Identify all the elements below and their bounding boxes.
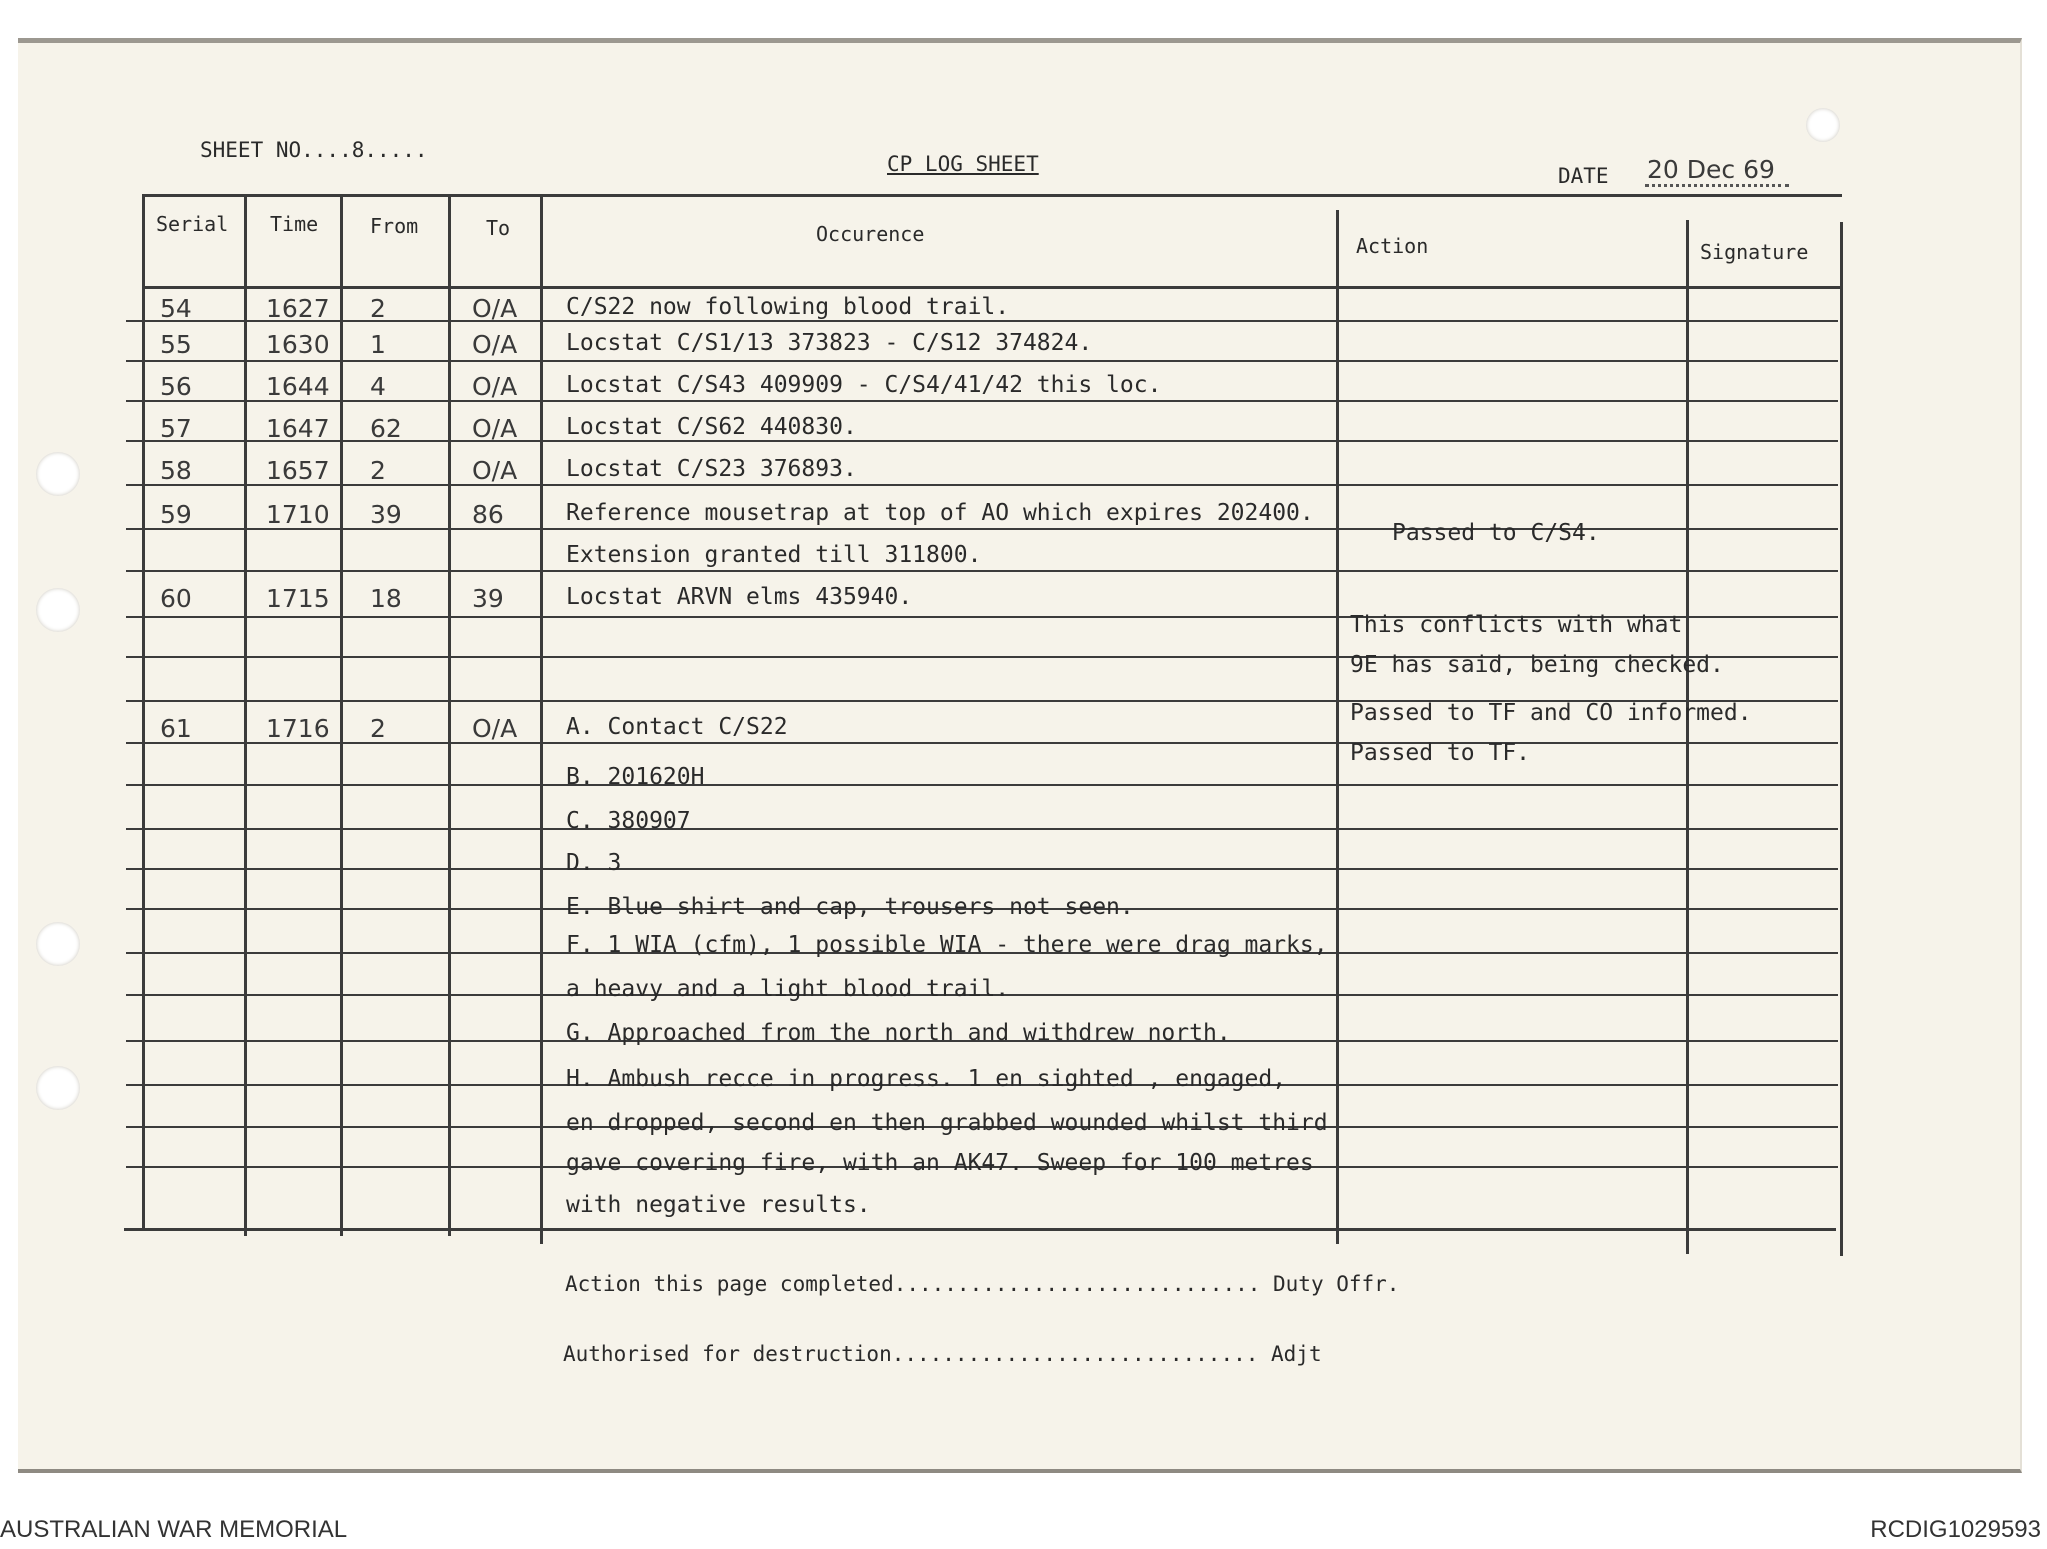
cell-to: O/A [472, 456, 518, 485]
table-row [0, 1016, 2047, 1056]
table-row [0, 760, 2047, 800]
cell-from: 62 [370, 414, 402, 443]
table-row [0, 972, 2047, 1012]
cell-from: 2 [370, 714, 386, 743]
cell-time: 1644 [266, 372, 330, 401]
cell-occurrence: H. Ambush recce in progress. 1 en sighted , engaged, [566, 1066, 1287, 1092]
cell-occurrence: B. 201620H [566, 764, 705, 790]
table-row [0, 664, 2047, 704]
date-value: 20 Dec 69 [1645, 155, 1789, 187]
cell-serial: 55 [160, 330, 192, 359]
table-row [0, 1106, 2047, 1146]
header-divider [142, 286, 1842, 289]
table-row [0, 368, 2047, 408]
cell-to: 39 [472, 584, 504, 613]
cell-from: 1 [370, 330, 386, 359]
cell-occurrence: C/S22 now following blood trail. [566, 294, 1010, 320]
cell-occurrence: with negative results. [566, 1192, 871, 1218]
cell-serial: 56 [160, 372, 192, 401]
table-row [0, 538, 2047, 578]
column-header-to: To [486, 216, 511, 240]
cell-action: Passed to TF. [1350, 740, 1531, 766]
column-header-from: From [370, 214, 419, 238]
table-row [0, 1188, 2047, 1228]
cell-time: 1710 [266, 500, 330, 529]
cell-action: Passed to C/S4. [1392, 520, 1600, 546]
cell-to: O/A [472, 414, 518, 443]
table-row [0, 496, 2047, 536]
cell-serial: 59 [160, 500, 192, 529]
cell-serial: 61 [160, 714, 192, 743]
cell-occurrence: D. 3 [566, 850, 622, 876]
table-row [0, 620, 2047, 660]
cell-to: 86 [472, 500, 504, 529]
cell-to: O/A [472, 372, 518, 401]
cell-occurrence: C. 380907 [566, 808, 691, 834]
table-row [0, 804, 2047, 844]
cell-occurrence: Reference mousetrap at top of AO which expires 202400. [566, 500, 1314, 526]
cell-serial: 58 [160, 456, 192, 485]
cell-action: Passed to TF and CO informed. [1350, 700, 1752, 726]
table-row [0, 928, 2047, 968]
column-header-occurrence: Occurence [816, 222, 925, 246]
sheet-title: CP LOG SHEET [887, 152, 1039, 176]
cell-action: This conflicts with what [1350, 612, 1683, 638]
cell-occurrence: F. 1 WIA (cfm), 1 possible WIA - there were drag marks, [566, 932, 1328, 958]
table-row [0, 326, 2047, 366]
cell-occurrence: Locstat C/S62 440830. [566, 414, 857, 440]
authorised-destruction-line: Authorised for destruction............................. Adjt [563, 1342, 1322, 1366]
table-top-border [142, 194, 1842, 197]
table-row [0, 890, 2047, 930]
table-row [0, 846, 2047, 886]
cell-occurrence: gave covering fire, with an AK47. Sweep for 100 metres [566, 1150, 1314, 1176]
cell-to: O/A [472, 294, 518, 323]
cell-time: 1627 [266, 294, 330, 323]
cell-from: 2 [370, 294, 386, 323]
cell-time: 1716 [266, 714, 330, 743]
table-row [0, 290, 2047, 330]
archive-caption-right: RCDIG1029593 [1870, 1516, 2041, 1543]
table-row [0, 1146, 2047, 1186]
column-header-signature: Signature [1700, 240, 1809, 264]
table-row [0, 1062, 2047, 1102]
cell-action: 9E has said, being checked. [1350, 652, 1724, 678]
sheet-number: SHEET NO....8..... [200, 138, 428, 162]
cell-serial: 60 [160, 584, 192, 613]
cell-occurrence: Locstat ARVN elms 435940. [566, 584, 913, 610]
archive-caption-left: AUSTRALIAN WAR MEMORIAL [0, 1516, 348, 1543]
cell-occurrence: Extension granted till 311800. [566, 542, 982, 568]
cell-time: 1630 [266, 330, 330, 359]
action-completed-line: Action this page completed............................. Duty Offr. [565, 1272, 1400, 1296]
table-row [0, 710, 2047, 750]
cell-serial: 57 [160, 414, 192, 443]
column-header-action: Action [1356, 234, 1429, 258]
cell-occurrence: G. Approached from the north and withdrew north. [566, 1020, 1231, 1046]
cell-to: O/A [472, 330, 518, 359]
table-bottom-border [124, 1228, 1836, 1231]
cell-from: 18 [370, 584, 402, 613]
cell-time: 1657 [266, 456, 330, 485]
table-row [0, 580, 2047, 620]
table-row [0, 410, 2047, 450]
cell-occurrence: E. Blue shirt and cap, trousers not seen. [566, 894, 1134, 920]
column-header-serial: Serial [156, 212, 229, 236]
cell-occurrence: en dropped, second en then grabbed wounded whilst third [566, 1110, 1328, 1136]
punch-hole [1806, 108, 1840, 142]
cell-to: O/A [472, 714, 518, 743]
cell-occurrence: Locstat C/S43 409909 - C/S4/41/42 this loc. [566, 372, 1162, 398]
cell-occurrence: Locstat C/S23 376893. [566, 456, 857, 482]
cell-occurrence: A. Contact C/S22 [566, 714, 788, 740]
cell-from: 4 [370, 372, 386, 401]
column-header-time: Time [270, 212, 319, 236]
cell-occurrence: Locstat C/S1/13 373823 - C/S12 374824. [566, 330, 1093, 356]
cell-serial: 54 [160, 294, 192, 323]
cell-occurrence: a heavy and a light blood trail. [566, 976, 1010, 1002]
cell-from: 2 [370, 456, 386, 485]
cell-time: 1647 [266, 414, 330, 443]
cell-time: 1715 [266, 584, 330, 613]
table-row [0, 452, 2047, 492]
cell-from: 39 [370, 500, 402, 529]
date-label: DATE [1558, 164, 1609, 188]
